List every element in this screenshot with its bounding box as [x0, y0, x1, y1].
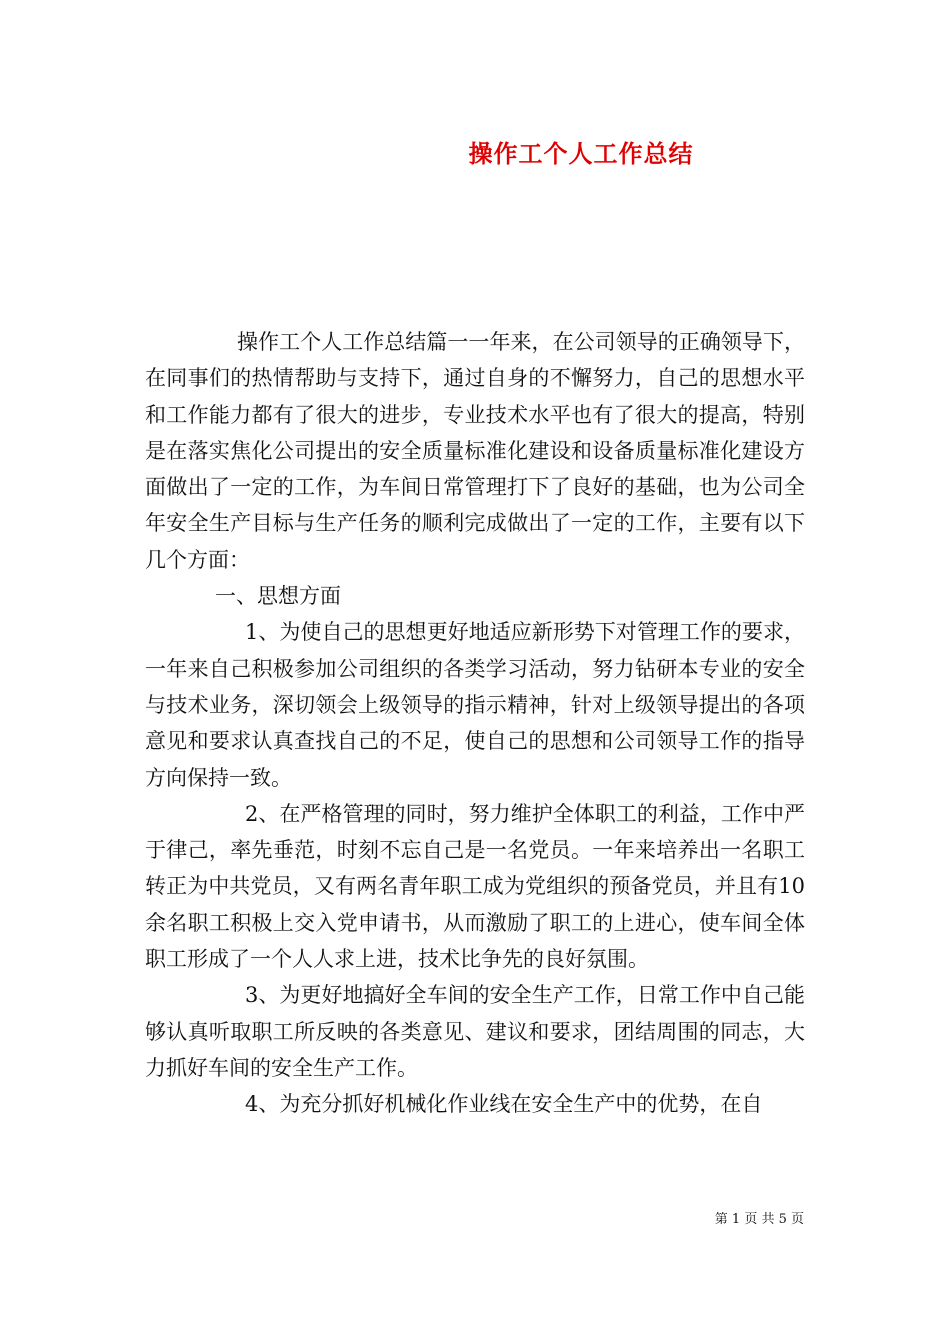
item-paragraph-3: 3、为更好地搞好全车间的安全生产工作，日常工作中自己能够认真听取职工所反映的各类意见、建议和要求，团结周围的同志，大力抓好车间的安全生产工作。	[145, 983, 805, 1080]
intro-paragraph: 操作工个人工作总结篇一一年来，在公司领导的正确领导下，在同事们的热情帮助与支持下，通过自身的不懈努力，自己的思想水平和工作能力都有了很大的进步，专业技术水平也有了很大的提高，特别是在落实焦化公司提出的安全质量标准化建设和设备质量标准化建设方面做出了一定的工作，为车间日常管理打下了良好的基础，也为公司全年安全生产目标与生产任务的顺利完成做出了一定的工作，主要有以下几个方面：	[145, 330, 805, 572]
document-title: 操作工个人工作总结	[468, 139, 694, 168]
item-paragraph-4: 4、为充分抓好机械化作业线在安全生产中的优势，在自	[245, 1092, 763, 1117]
section-heading: 一、思想方面	[215, 584, 341, 609]
item-paragraph-1: 1、为使自己的思想更好地适应新形势下对管理工作的要求，一年来自己积极参加公司组织的各类学习活动，努力钻研本专业的安全与技术业务，深切领会上级领导的指示精神，针对上级领导提出的各项意见和要求认真查找自己的不足，使自己的思想和公司领导工作的指导方向保持一致。	[145, 620, 805, 790]
item-paragraph-2: 2、在严格管理的同时，努力维护全体职工的利益，工作中严于律己，率先垂范，时刻不忘自己是一名党员。一年来培养出一名职工转正为中共党员，又有两名青年职工成为党组织的预备党员，并且有10余名职工积极上交入党申请书，从而激励了职工的上进心，使车间全体职工形成了一个人人求上进，技术比争先的良好氛围。	[145, 801, 805, 972]
document-body	[145, 324, 805, 1123]
page-number: 第 1 页 共 5 页	[714, 1212, 804, 1227]
